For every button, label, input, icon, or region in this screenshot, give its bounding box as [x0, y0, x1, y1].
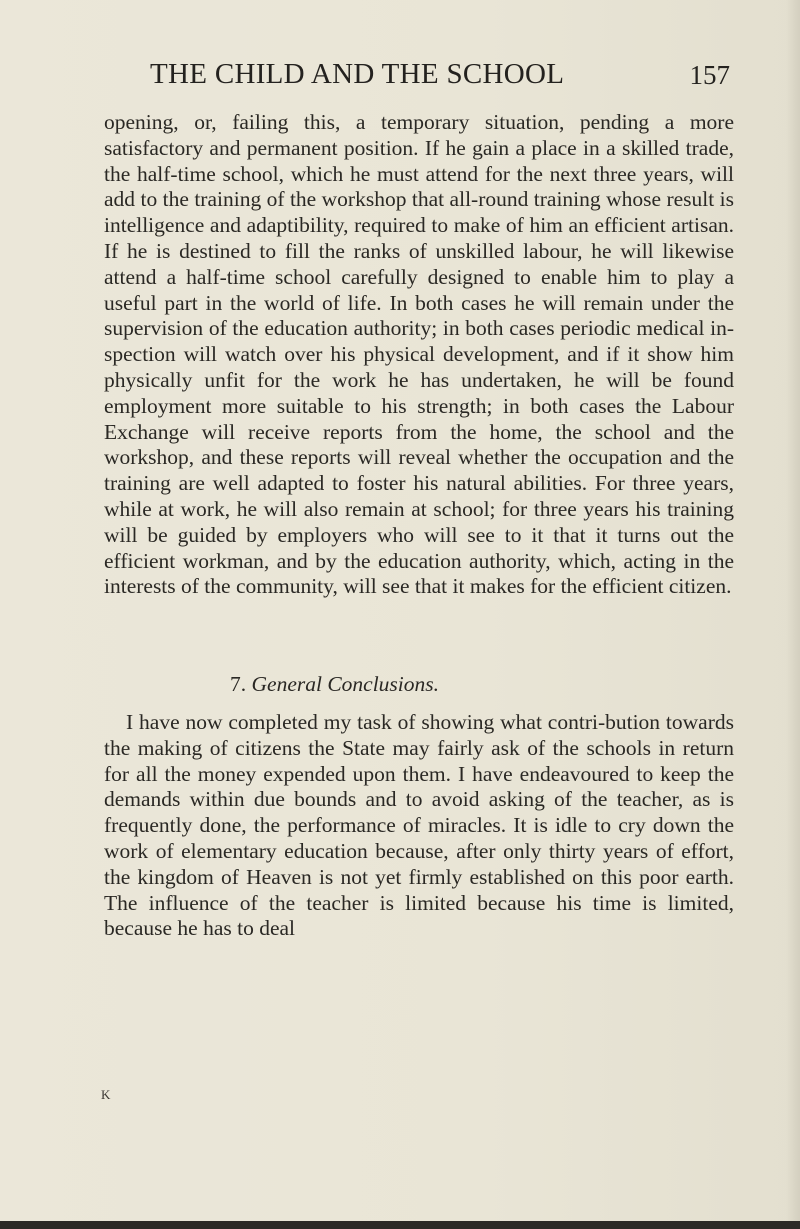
signature-mark: K: [101, 1087, 111, 1102]
section-heading: [230, 672, 439, 697]
body-text-block-2: [104, 710, 734, 942]
section-number: 7.: [230, 672, 247, 696]
body-text-block-1: [104, 110, 734, 600]
scan-bottom-edge: [0, 1221, 800, 1229]
page-number: 157: [689, 60, 730, 90]
paragraph-2: I have now completed my task of showing what contri-bution towards the making of citizens the State may fairly ask of the schools in return for all the money expended upon them. I have endeavoured to keep the demands within due bounds and to avoid asking of the teacher, as is frequently done, the performance of miracles. It is idle to cry down the work of elementary education because, after only thirty years of effort, the kingdom of Heaven is not yet firmly established on this poor earth. The influence of the teacher is limited because his time is limited, because he has to deal: [104, 710, 734, 941]
paragraph-1: opening, or, failing this, a temporary situation, pending a more satisfactory and permanent position. If he gain a place in a skilled trade, the half-time school, which he must attend for the next three years, will add to the training of the workshop that all-round training whose result is intelligence and adaptibility, required to make of him an efficient artisan. If he is destined to fill the ranks of unskilled labour, he will likewise attend a half-time school carefully designed to enable him to play a useful part in the world of life. In both cases he will remain under the supervision of the education authority; in both cases periodic medical in-spection will watch over his physical development, and if it show him physically unfit for the work he has undertaken, he will be found employment more suitable to his strength; in both cases the Labour Exchange will receive reports from the home, the school and the workshop, and these reports will reveal whether the occupation and the training are well adapted to foster his natural abilities. For three years, while at work, he will also remain at school; for three years his training will be guided by employers who will see to it that it turns out the efficient workman, and by the education authority, which, acting in the interests of the community, will see that it makes for the efficient citizen.: [104, 110, 734, 599]
page-edge-shadow: [786, 0, 800, 1229]
page-header: [150, 58, 730, 98]
section-title: General Conclusions.: [251, 672, 440, 696]
running-head: THE CHILD AND THE SCHOOL: [150, 58, 565, 90]
